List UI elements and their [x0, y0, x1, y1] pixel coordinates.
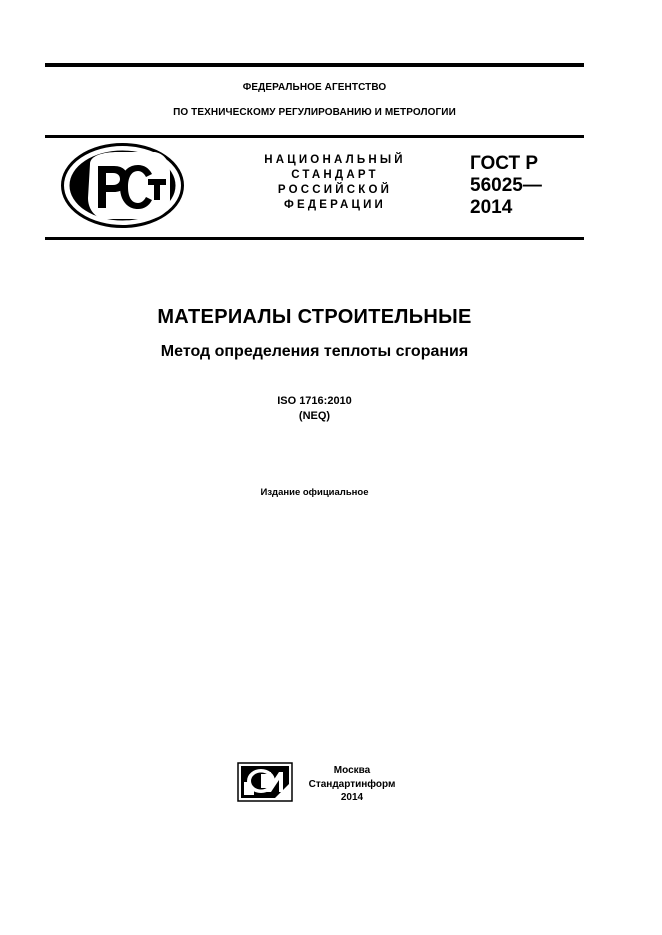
gost-designation: [470, 153, 542, 219]
gost-line-2: 56025—: [470, 175, 542, 196]
national-line-1: НАЦИОНАЛЬНЫЙ: [264, 154, 406, 166]
gost-line-1: ГОСТ Р: [470, 153, 539, 174]
iso-reference: ISO 1716:2010: [277, 395, 352, 407]
header-divider: [45, 135, 584, 138]
national-line-3: РОССИЙСКОЙ: [277, 184, 393, 196]
rst-certification-mark-icon: [60, 142, 185, 229]
national-line-4: ФЕДЕРАЦИИ: [283, 199, 387, 211]
publisher-name: Стандартинформ: [308, 778, 396, 790]
publisher-city: Москва: [333, 765, 371, 776]
document-subtitle: Метод определения теплоты сгорания: [160, 343, 469, 360]
publisher-info: [300, 764, 404, 805]
document-title: МАТЕРИАЛЫ СТРОИТЕЛЬНЫЕ: [157, 306, 472, 328]
agency-name-line-1: ФЕДЕРАЛЬНОЕ АГЕНТСТВО: [242, 82, 387, 93]
standartinform-logo-icon: [237, 762, 293, 802]
publication-year: 2014: [340, 792, 364, 803]
standard-block-divider: [45, 237, 584, 240]
edition-label: Издание официальное: [260, 487, 369, 498]
top-divider: [45, 63, 584, 67]
national-standard-label: [250, 153, 420, 213]
national-line-2: СТАНДАРТ: [291, 169, 379, 181]
agency-name-line-2: ПО ТЕХНИЧЕСКОМУ РЕГУЛИРОВАНИЮ И МЕТРОЛОГИИ: [173, 107, 456, 118]
gost-line-3: 2014: [470, 197, 513, 218]
iso-equivalence: (NEQ): [298, 410, 331, 422]
